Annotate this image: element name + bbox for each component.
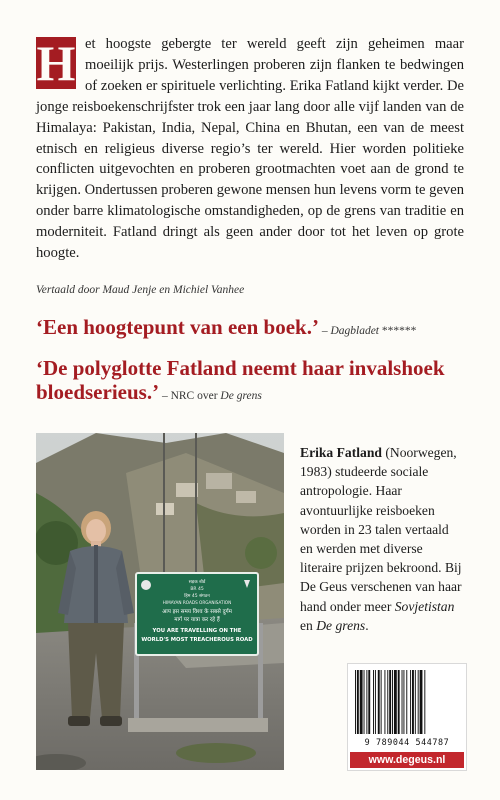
drop-cap: H <box>36 35 76 91</box>
quote-text: ‘Een hoogtepunt van een boek.’ <box>36 315 319 339</box>
barcode-bar <box>394 670 397 734</box>
barcode-bar <box>398 670 400 734</box>
barcode-bar <box>355 670 356 734</box>
sign-line-4: HIMAYAN ROADS ORGANISATION <box>162 600 232 605</box>
quote-dash: – <box>318 325 331 337</box>
author-photo <box>36 433 284 770</box>
barcode-bar <box>403 670 404 734</box>
bio-text: (Noorwegen, 1983) studeerde sociale antropologie. Haar avontuurlijke reisboeken worden in 23 talen vertaald en werden met diverse literaire prijzen bekroond. Bij De Geus verschenen van haar hand onder meer <box>300 445 462 614</box>
bio-book-2: De grens <box>316 617 366 633</box>
blurb-paragraph <box>36 34 464 264</box>
author-name: Erika Fatland <box>300 445 382 460</box>
barcode-bar <box>418 670 419 734</box>
barcode-bars <box>352 668 462 736</box>
sign-line-2: BR 45 <box>190 587 204 592</box>
review-quote-1 <box>36 315 464 339</box>
barcode-bar <box>375 670 376 734</box>
quote-source: Dagbladet <box>330 325 380 337</box>
barcode-bar <box>412 670 414 734</box>
barcode-bar <box>410 670 411 734</box>
sign-line-5: आप इस समय विश्व के सबसे दुर्गम <box>162 609 232 615</box>
quote-connector: over <box>194 390 221 402</box>
quote-stars: ****** <box>379 325 417 337</box>
isbn-number: 9 789044 544787 <box>364 737 450 747</box>
translator-credit: Vertaald door Maud Jenje en Michiel Vanhee <box>36 284 245 296</box>
barcode-bar <box>357 670 359 734</box>
barcode-bar <box>381 670 382 734</box>
barcode-bar <box>360 670 363 734</box>
sign-line-3: हिम 45 संगठन <box>184 594 210 599</box>
barcode-bar <box>389 670 391 734</box>
bio-connector: en <box>300 617 317 633</box>
quote-source: NRC <box>170 390 195 402</box>
sign-line-1: सड़क बोर्ड <box>188 580 206 585</box>
sign-line-8: WORLD'S MOST TREACHEROUS ROAD <box>141 637 253 643</box>
author-bio <box>300 443 464 635</box>
barcode-bar <box>364 670 365 734</box>
barcode-bar <box>378 670 380 734</box>
sign-line-7: YOU ARE TRAVELLING ON THE <box>152 628 242 634</box>
barcode-bar <box>368 670 370 734</box>
barcode-bar <box>387 670 388 734</box>
quote-work: De grens <box>220 390 262 402</box>
bio-book-1: Sovjetistan <box>394 598 455 614</box>
sign-line-6: मार्ग पर यात्रा कर रहे हैं <box>174 617 220 623</box>
quote-text: ‘De polyglotte Fatland neemt haar invalshoek bloedserieus.’ <box>36 356 445 404</box>
barcode-label <box>347 663 467 771</box>
barcode-bar <box>406 670 407 734</box>
quote-dash: – <box>159 390 171 402</box>
barcode-bar <box>420 670 423 734</box>
barcode-bar <box>384 670 385 734</box>
publisher-url[interactable]: www.degeus.nl <box>350 752 464 768</box>
barcode-bar <box>402 670 403 734</box>
blurb-text: et hoogste gebergte ter wereld geeft zijn geheimen maar moeilijk prijs. Westerlingen proberen zijn flanken te bedwingen of zoeken er spirituele verlichting. Erika Fatland kijkt verder. De jonge reisboekenschrijfster trok een jaar lang door alle vijf landen van de Himalaya: Pakistan, India, Nepal, China en Bhutan, een van de meest etnisch en religieus diverse regio’s ter wereld. Hier worden politieke conflicten uitgevochten en proberen grootmachten voet aan de grond te krijgen. Ondertussen proberen gewone mensen hun levens vorm te geven onder barre klimatologische omstandigheden, op de grens van traditie en moderniteit. Fatland dringt als geen ander door tot het leven op grote hoogte. <box>36 36 464 262</box>
bio-end: . <box>365 617 369 633</box>
barcode-bar <box>392 670 393 734</box>
barcode-bar <box>415 670 416 734</box>
barcode-bar <box>373 670 374 734</box>
barcode-bar <box>366 670 367 734</box>
barcode-bar <box>424 670 425 734</box>
review-quote-2 <box>36 356 464 404</box>
